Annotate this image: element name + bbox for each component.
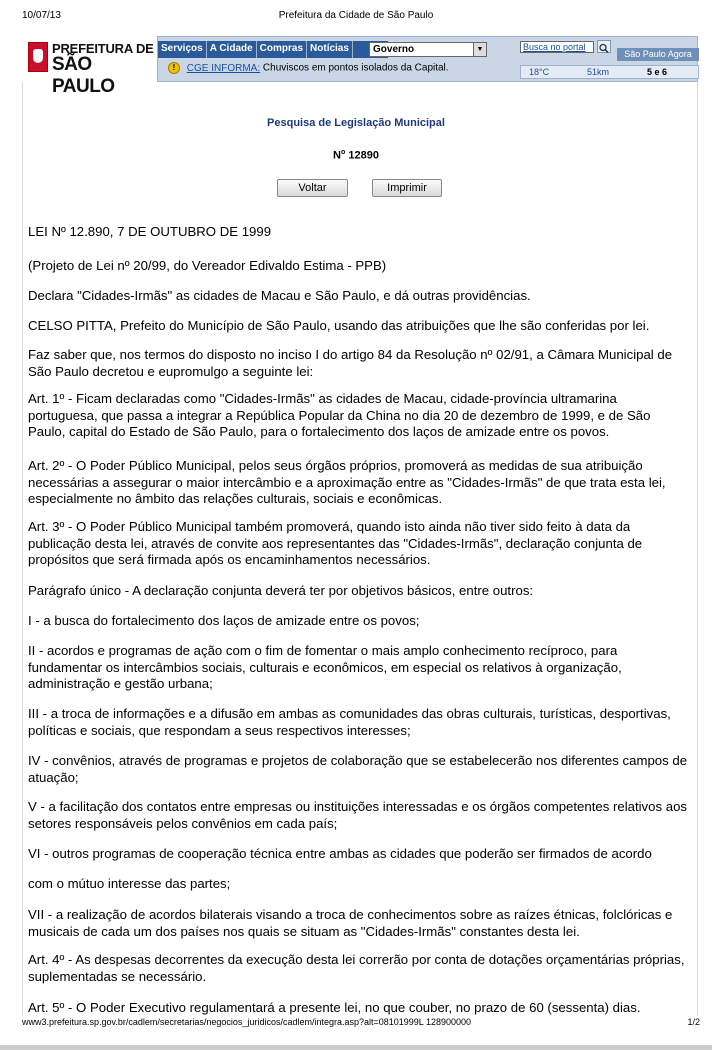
paragraph-unico: Parágrafo único - A declaração conjunta deverá ter por objetivos básicos, entre outros:: [28, 583, 534, 598]
law-enactment: Faz saber que, nos termos do disposto no inciso I do artigo 84 da Resolução nº 02/91, a Câmara Municipal de São Paulo decretou e eupromulgo a seguinte lei:: [28, 347, 673, 379]
law-number-sup: o: [341, 149, 346, 156]
item-ii: II - acordos e programas de ação com o fim de fomentar o mais amplo conhecimento recíproco, para fundamentar os intercâmbios sociais, culturais e econômicos, em especial os relativos à organização, administração e gestão urbana;: [28, 643, 622, 691]
item-vi: VI - outros programas de cooperação técnica entre ambas as cidades que poderão ser firmados de acordo: [28, 846, 652, 861]
main-nav: [158, 41, 388, 58]
chevron-down-icon: ▼: [473, 43, 486, 56]
governo-select[interactable]: [369, 42, 487, 57]
page-title: Pesquisa de Legislação Municipal: [267, 117, 445, 129]
print-url: www3.prefeitura.sp.gov.br/cadlem/secretarias/negocios_juridicos/cadlem/integra.asp?alt=08101999L 128900000: [22, 1017, 472, 1027]
search-button[interactable]: [597, 40, 611, 53]
item-iii: III - a troca de informações e a difusão em ambas as comunidades das obras culturais, turísticas, desportivas, políticas e sociais, que respondam a seus respectivos interesses;: [28, 706, 671, 738]
law-number: [0, 149, 712, 162]
law-project: (Projeto de Lei nº 20/99, do Vereador Edivaldo Estima - PPB): [28, 258, 387, 273]
back-button[interactable]: Voltar: [277, 179, 348, 197]
sao-paulo-agora-label: São Paulo Agora: [617, 48, 699, 61]
nav-compras[interactable]: Compras: [257, 41, 307, 58]
page-bottom-rule: [0, 1045, 712, 1050]
cge-alert: [168, 62, 449, 74]
item-i: I - a busca do fortalecimento dos laços de amizade entre os povos;: [28, 613, 420, 628]
site-header: [22, 36, 698, 97]
item-vi-continued: com o mútuo interesse das partes;: [28, 876, 231, 891]
item-vii: VII - a realização de acordos bilaterais visando a troca de conhecimentos sobre as raízes étnicas, folclóricas e musicais de cada um dos países nos quais se situam as "Cidades-Irmãs" constantes desta lei.: [28, 907, 673, 939]
law-heading: LEI Nº 12.890, 7 DE OUTUBRO DE 1999: [28, 224, 272, 239]
search-input[interactable]: Busca no portal: [520, 41, 594, 53]
article-2: Art. 2º - O Poder Público Municipal, pelos seus órgãos próprios, promoverá as medidas de sua atribuição necessárias a assegurar o maior intercâmbio e a aproximação entre as "Cidades-Irmãs" de que trata esta lei, especialmente no âmbito das relações culturais, sociais e econômicas.: [28, 458, 666, 506]
city-flag-icon: [28, 42, 48, 72]
item-v: V - a facilitação dos contatos entre empresas ou instituições interessadas e os órgãos competentes relativos aos setores responsáveis pelos convênios em cada país;: [28, 799, 687, 831]
nav-a-cidade[interactable]: A Cidade: [207, 41, 257, 58]
law-ementa: Declara "Cidades-Irmãs" as cidades de Macau e São Paulo, e dá outras providências.: [28, 288, 531, 303]
print-header: [0, 10, 712, 24]
header-bar: [157, 36, 698, 82]
print-button[interactable]: Imprimir: [372, 179, 442, 197]
warning-icon: !: [168, 62, 180, 74]
article-5: Art. 5º - O Poder Executivo regulamentará a presente lei, no que couber, no prazo de 60 (sessenta) dias.: [28, 1000, 641, 1015]
article-1: Art. 1º - Ficam declaradas como "Cidades-Irmãs" as cidades de Macau, cidade-província ultramarina portuguesa, que passa a integrar a República Popular da China no dia 20 de dezembro de 1999, e de São Paulo, capital do Estado de São Paulo, para o fortalecimento dos laços de amizade entre os povos.: [28, 391, 651, 439]
item-iv: IV - convênios, através de programas e projetos de colaboração que se estabelecerão nos diferentes campos de atuação;: [28, 753, 688, 785]
nav-noticias[interactable]: Notícias: [307, 41, 353, 58]
prefeitura-logo[interactable]: [22, 36, 157, 97]
article-4: Art. 4º - As despesas decorrentes da execução desta lei correrão por conta de dotações orçamentárias próprias, suplementadas se necessário.: [28, 952, 685, 984]
law-number-value: 12890: [348, 149, 379, 162]
logo-line2: SÃO PAULO: [52, 54, 115, 97]
article-3: Art. 3º - O Poder Público Municipal também promoverá, quando isto ainda não tiver sido feito à data da publicação desta lei, através de convite aos representantes das "Cidades-Irmãs", declaração conjunta de propósitos que será firmada após os encaminhamentos necessários.: [28, 519, 643, 567]
logo-line1: PREFEITURA DE: [52, 41, 154, 56]
rodizio-readout[interactable]: 5 e 6: [647, 67, 668, 77]
print-page-title: Prefeitura da Cidade de São Paulo: [278, 10, 434, 21]
print-footer: [0, 1017, 712, 1031]
law-number-prefix: N: [333, 149, 341, 162]
search-icon: [598, 43, 610, 54]
traffic-readout[interactable]: 51km: [587, 67, 610, 77]
city-info-strip: [520, 65, 699, 79]
cge-alert-text: Chuviscos em pontos isolados da Capital.: [262, 62, 449, 74]
law-preamble: CELSO PITTA, Prefeito do Município de São Paulo, usando das atribuições que lhe são conferidas por lei.: [28, 318, 650, 333]
nav-servicos[interactable]: Serviços: [158, 41, 207, 58]
temperature-readout[interactable]: 18°C: [529, 67, 550, 77]
print-date: 10/07/13: [22, 10, 61, 21]
governo-select-value: Governo: [373, 44, 415, 55]
print-page-number: 1/2: [687, 1017, 700, 1027]
cge-informa-link[interactable]: CGE INFORMA:: [186, 62, 261, 74]
